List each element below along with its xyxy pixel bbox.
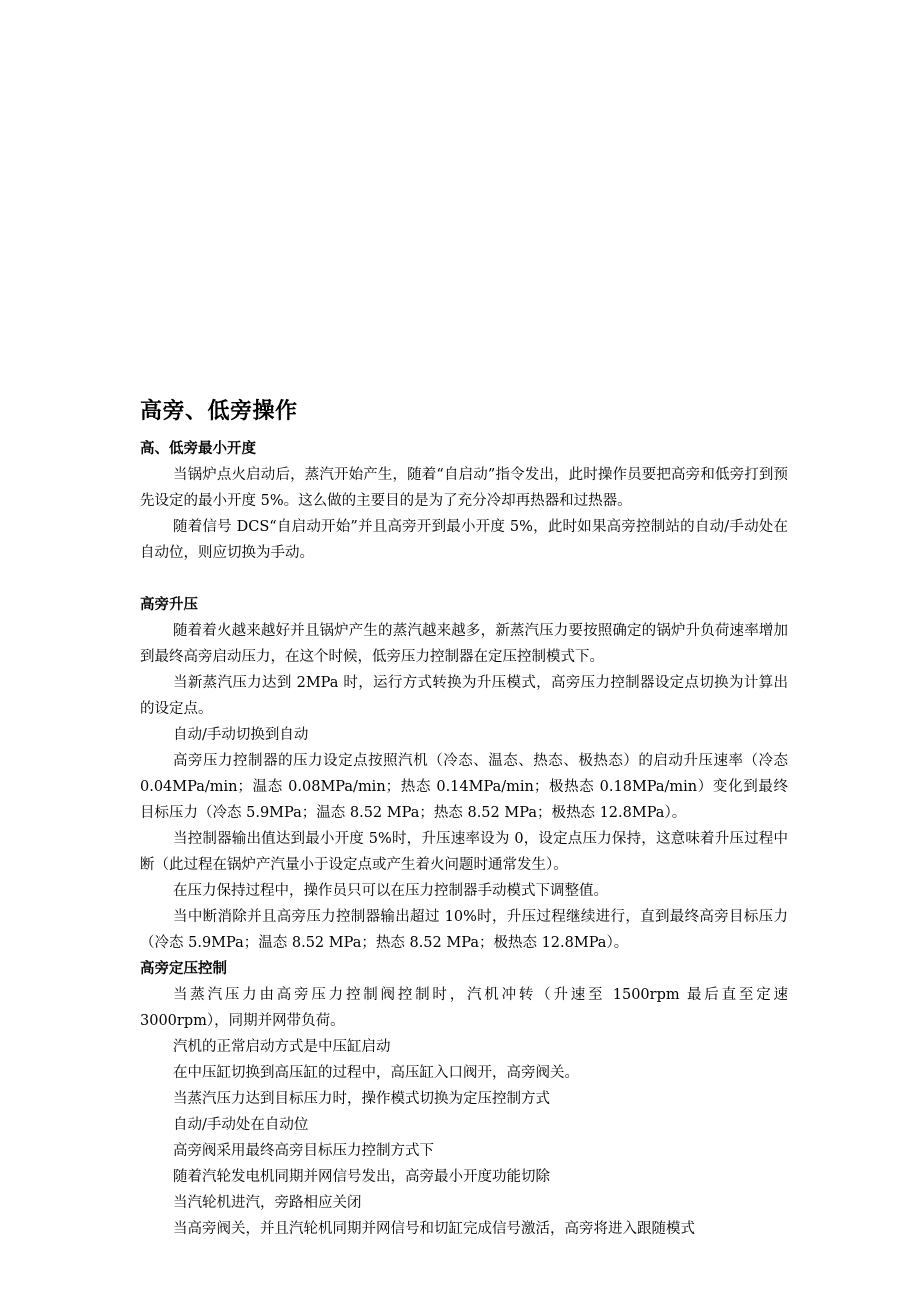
paragraph: 在中压缸切换到高压缸的过程中，高压缸入口阀开，高旁阀关。	[173, 1065, 579, 1081]
section-heading: 高旁升压	[140, 597, 198, 613]
paragraph: 自动/手动处在自动位	[173, 1117, 309, 1133]
paragraph: 高旁阀采用最终高旁目标压力控制方式下	[173, 1143, 434, 1159]
section-constant-pressure	[140, 956, 788, 1242]
paragraph: 当蒸汽压力达到目标压力时，操作模式切换为定压控制方式	[173, 1091, 550, 1107]
paragraph: 当中断消除并且高旁压力控制器输出超过 10%时，升压过程继续进行，直到最终高旁目标压力（冷态 5.9MPa；温态 8.52 MPa；热态 8.52 MPa；极热态 12.8MPa）。	[140, 909, 788, 951]
document-body	[140, 396, 788, 1242]
section-min-opening	[140, 436, 788, 566]
paragraph: 自动/手动切换到自动	[173, 727, 309, 743]
blank-line	[140, 566, 788, 592]
paragraph: 随着信号 DCS“自启动开始”并且高旁开到最小开度 5%，此时如果高旁控制站的自动/手动处在自动位，则应切换为手动。	[140, 519, 788, 561]
section-heading: 高、低旁最小开度	[140, 441, 256, 457]
section-pressure-rise	[140, 592, 788, 956]
section-heading: 高旁定压控制	[140, 961, 227, 977]
paragraph: 当高旁阀关，并且汽轮机同期并网信号和切缸完成信号激活，高旁将进入跟随模式	[173, 1221, 695, 1237]
paragraph: 汽机的正常启动方式是中压缸启动	[173, 1039, 391, 1055]
document-title: 高旁、低旁操作	[140, 399, 298, 424]
paragraph: 随着着火越来越好并且锅炉产生的蒸汽越来越多，新蒸汽压力要按照确定的锅炉升负荷速率增加到最终高旁启动压力，在这个时候，低旁压力控制器在定压控制模式下。	[140, 623, 788, 665]
paragraph: 随着汽轮发电机同期并网信号发出，高旁最小开度功能切除	[173, 1169, 550, 1185]
paragraph: 高旁压力控制器的压力设定点按照汽机（冷态、温态、热态、极热态）的启动升压速率（冷态 0.04MPa/min；温态 0.08MPa/min；热态 0.14MPa/min；极热态 0.18MPa/min）变化到最终目标压力（冷态 5.9MPa；温态 8.52 MPa；热态 8.52 MPa；极热态 12.8MPa）。	[140, 753, 788, 821]
paragraph: 当汽轮机进汽，旁路相应关闭	[173, 1195, 362, 1211]
paragraph: 当锅炉点火启动后，蒸汽开始产生，随着“自启动”指令发出，此时操作员要把高旁和低旁打到预先设定的最小开度 5%。这么做的主要目的是为了充分冷却再热器和过热器。	[140, 467, 788, 509]
paragraph: 在压力保持过程中，操作员只可以在压力控制器手动模式下调整值。	[173, 883, 608, 899]
paragraph: 当蒸汽压力由高旁压力控制阀控制时，汽机冲转（升速至 1500rpm 最后直至定速 3000rpm），同期并网带负荷。	[140, 987, 788, 1029]
paragraph: 当新蒸汽压力达到 2MPa 时，运行方式转换为升压模式，高旁压力控制器设定点切换为计算出的设定点。	[140, 675, 788, 717]
paragraph: 当控制器输出值达到最小开度 5%时，升压速率设为 0，设定点压力保持，这意味着升压过程中断（此过程在锅炉产汽量小于设定点或产生着火问题时通常发生）。	[140, 831, 788, 873]
